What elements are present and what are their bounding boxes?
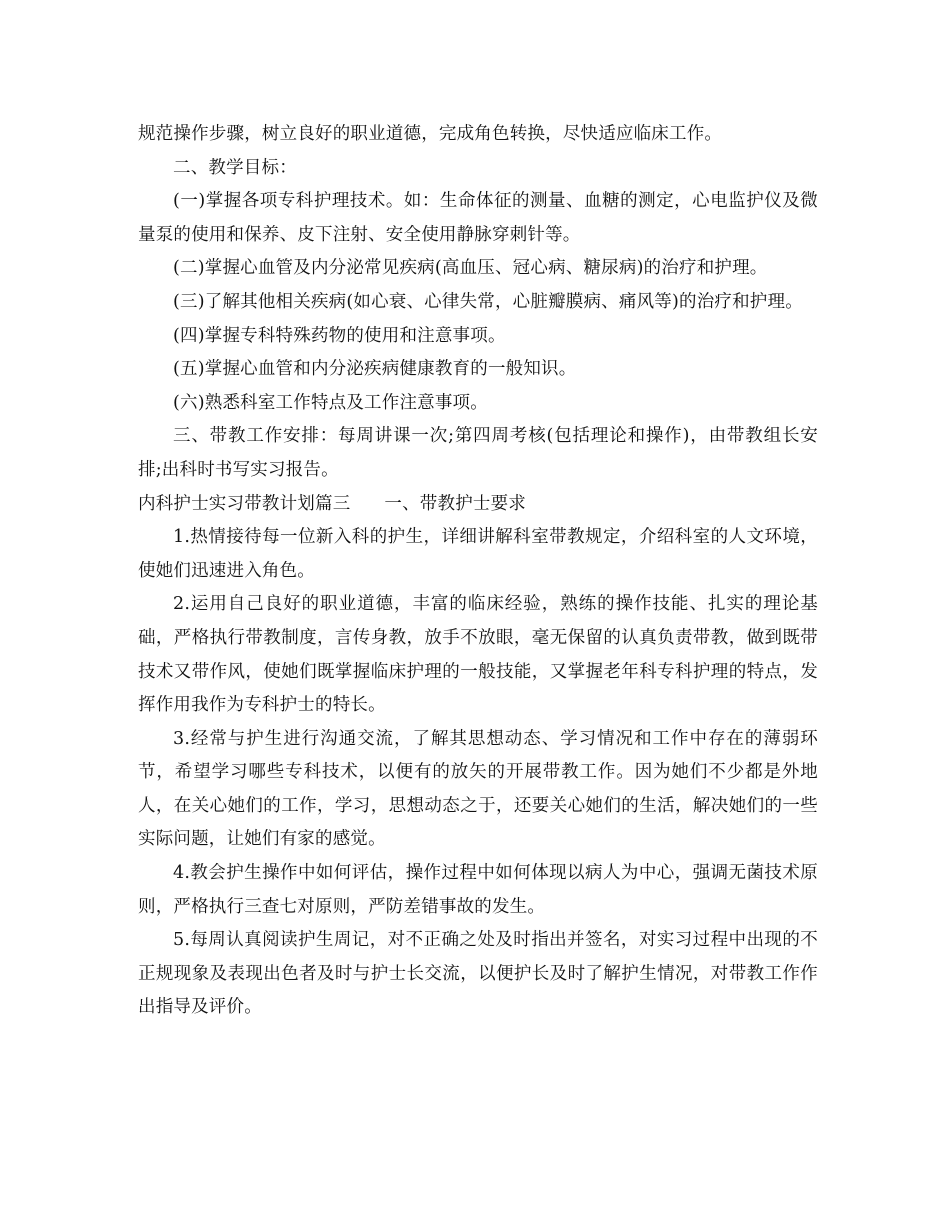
document-body (138, 118, 818, 1025)
goal-item-5: (五)掌握心血管和内分泌疾病健康教育的一般知识。 (173, 359, 577, 380)
article-title: 内科护士实习带教计划篇三 (138, 493, 351, 514)
section-heading-teaching-goals: 二、教学目标： (173, 157, 297, 178)
requirement-item-3: 3.经常与护生进行沟通交流，了解其思想动态、学习情况和工作中存在的薄弱环节，希望学习哪些专科技术，以便有的放矢的开展带教工作。因为她们不少都是外地人，在关心她们的工作，学习，思想动态之于，还要关心她们的生活，解决她们的一些实际问题，让她们有家的感觉。 (138, 728, 818, 850)
requirement-item-4: 4.教会护生操作中如何评估，操作过程中如何体现以病人为中心，强调无菌技术原则，严格执行三查七对原则，严防差错事故的发生。 (138, 863, 818, 917)
goal-item-1: (一)掌握各项专科护理技术。如：生命体征的测量、血糖的测定，心电监护仪及微量泵的使用和保养、皮下注射、安全使用静脉穿刺针等。 (138, 191, 818, 245)
requirement-item-2: 2.运用自己良好的职业道德，丰富的临床经验，熟练的操作技能、扎实的理论基础，严格执行带教制度，言传身教，放手不放眼，毫无保留的认真负责带教，做到既带技术又带作风，使她们既掌握临床护理的一般技能，又掌握老年科专科护理的特点，发挥作用我作为专科护士的特长。 (138, 594, 818, 716)
requirement-item-5: 5.每周认真阅读护生周记，对不正确之处及时指出并签名，对实习过程中出现的不正规现象及表现出色者及时与护士长交流，以便护长及时了解护生情况，对带教工作作出指导及评价。 (138, 930, 818, 1018)
paragraph-continuation: 规范操作步骤，树立良好的职业道德，完成角色转换，尽快适应临床工作。 (138, 124, 723, 144)
goal-item-3: (三)了解其他相关疾病(如心衰、心律失常，心脏瓣膜病、痛风等)的治疗和护理。 (173, 291, 803, 312)
requirement-item-1: 1.热情接待每一位新入科的护生，详细讲解科室带教规定，介绍科室的人文环境，使她们迅速进入角色。 (138, 527, 818, 581)
article-section-heading (138, 488, 818, 522)
goal-item-6: (六)熟悉科室工作特点及工作注意事项。 (173, 392, 488, 413)
goal-item-4: (四)掌握专科特殊药物的使用和注意事项。 (173, 325, 506, 346)
article-subtitle: 一、带教护士要求 (384, 493, 527, 514)
section-teaching-arrangement: 三、带教工作安排：每周讲课一次;第四周考核(包括理论和操作)，由带教组长安排;出科时书写实习报告。 (138, 426, 818, 480)
goal-item-2: (二)掌握心血管及内分泌常见疾病(高血压、冠心病、糖尿病)的治疗和护理。 (173, 258, 768, 279)
